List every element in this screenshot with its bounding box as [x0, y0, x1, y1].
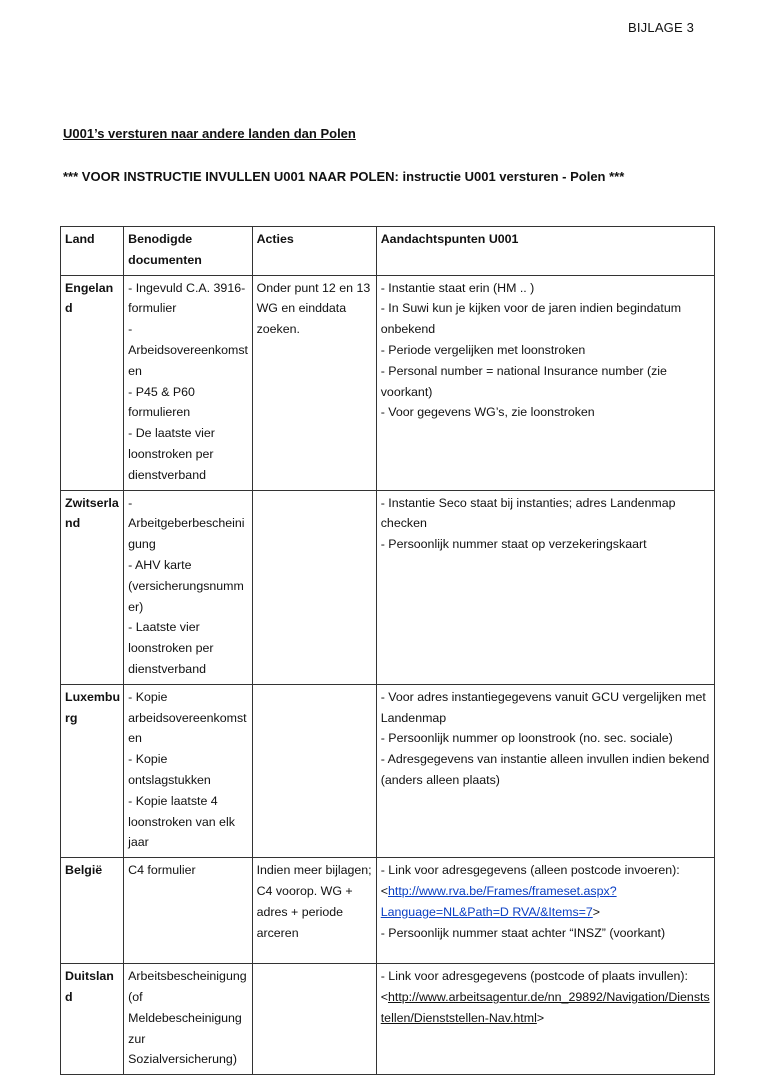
notes-cell: [376, 964, 714, 1075]
note-item: - Instantie staat erin (HM .. ): [380, 280, 535, 295]
document-item: - De laatste vier loonstroken per dienstverband: [128, 426, 215, 482]
document-item: - Laatste vier loonstroken per dienstverband: [128, 620, 214, 676]
table-row: [61, 858, 715, 964]
page-title: U001’s versturen naar andere landen dan Polen: [63, 126, 356, 141]
instruction-note: *** VOOR INSTRUCTIE INVULLEN U001 NAAR POLEN: instructie U001 versturen - Polen ***: [63, 169, 625, 184]
actions-cell: [252, 684, 376, 857]
table-row: [61, 490, 715, 684]
notes-cell: [376, 684, 714, 857]
arbeitsagentur-address-link[interactable]: http://www.arbeitsagentur.de/nn_29892/Navigation/Dienststellen/Dienststellen-Nav.html: [380, 989, 710, 1025]
rva-address-link[interactable]: http://www.rva.be/Frames/frameset.aspx?Language=NL&Path=D RVA/&Items=7: [380, 883, 617, 919]
note-item: - Voor adres instantiegegevens vanuit GCU vergelijken met Landenmap: [380, 689, 706, 725]
country-name: België: [61, 858, 124, 964]
note-item: - In Suwi kun je kijken voor de jaren indien begindatum onbekend: [380, 301, 682, 337]
header-land: Land: [61, 227, 124, 276]
page-label: BIJLAGE 3: [628, 20, 695, 35]
document-item: C4 formulier: [128, 863, 196, 878]
note-link-suffix: >: [536, 1010, 545, 1025]
note-item: - Personal number = national Insurance number (zie voorkant): [380, 363, 667, 399]
actions-cell: Indien meer bijlagen; C4 voorop. WG + adres + periode arceren: [252, 858, 376, 964]
document-item: - Kopie laatste 4 loonstroken van elk jaar: [128, 793, 235, 850]
note-item: - Instantie Seco staat bij instanties; adres Landenmap checken: [380, 495, 676, 531]
countries-table: [60, 226, 715, 1075]
note-link-prefix: - Link voor adresgegevens (postcode of plaats invullen): <: [380, 969, 688, 1004]
notes-cell: [376, 275, 714, 490]
header-documenten: Benodigde documenten: [124, 227, 252, 276]
note-item: - Persoonlijk nummer staat op verzekeringskaart: [380, 537, 647, 552]
documents-cell: [124, 964, 252, 1075]
header-acties: Acties: [252, 227, 376, 276]
document-item: - Kopie ontslagstukken: [128, 752, 211, 787]
actions-cell: Onder punt 12 en 13 WG en einddata zoeken.: [252, 275, 376, 490]
notes-cell: [376, 858, 714, 964]
document-item: - Arbeidsovereenkomsten: [128, 322, 248, 378]
table-row: [61, 964, 715, 1075]
actions-cell: [252, 964, 376, 1075]
actions-cell: [252, 490, 376, 684]
table-row: [61, 684, 715, 857]
document-item: - Ingevuld C.A. 3916-formulier: [128, 280, 246, 316]
note-item: - Voor gegevens WG’s, zie loonstroken: [380, 405, 595, 420]
documents-cell: [124, 275, 252, 490]
document-item: - AHV karte (versicherungsnummer): [128, 557, 244, 614]
document-item: - P45 & P60 formulieren: [128, 384, 195, 420]
country-name: Zwitserland: [61, 490, 124, 684]
note-link-suffix: >: [592, 904, 601, 919]
table-header-row: [61, 227, 715, 276]
document-item: Arbeitsbescheinigung (of Meldebescheinigung zur Sozialversicherung): [128, 969, 247, 1067]
document-item: - Kopie arbeidsovereenkomsten: [128, 689, 247, 746]
documents-cell: [124, 858, 252, 964]
documents-cell: [124, 684, 252, 857]
document-item: - Arbeitgeberbescheinigung: [128, 495, 245, 552]
country-name: Duitsland: [61, 964, 124, 1075]
note-item: - Periode vergelijken met loonstroken: [380, 342, 586, 357]
country-name: Luxemburg: [61, 684, 124, 857]
note-item: - Persoonlijk nummer op loonstrook (no. sec. sociale): [380, 731, 673, 746]
note-item: - Adresgegevens van instantie alleen invullen indien bekend (anders alleen plaats): [380, 752, 710, 787]
country-name: Engeland: [61, 275, 124, 490]
notes-cell: [376, 490, 714, 684]
note-item: - Persoonlijk nummer staat achter “INSZ” (voorkant): [380, 925, 666, 940]
documents-cell: [124, 490, 252, 684]
header-aandachtspunten: Aandachtspunten U001: [376, 227, 714, 276]
note-link-prefix: - Link voor adresgegevens (alleen postcode invoeren): <: [380, 863, 680, 898]
table-row: [61, 275, 715, 490]
